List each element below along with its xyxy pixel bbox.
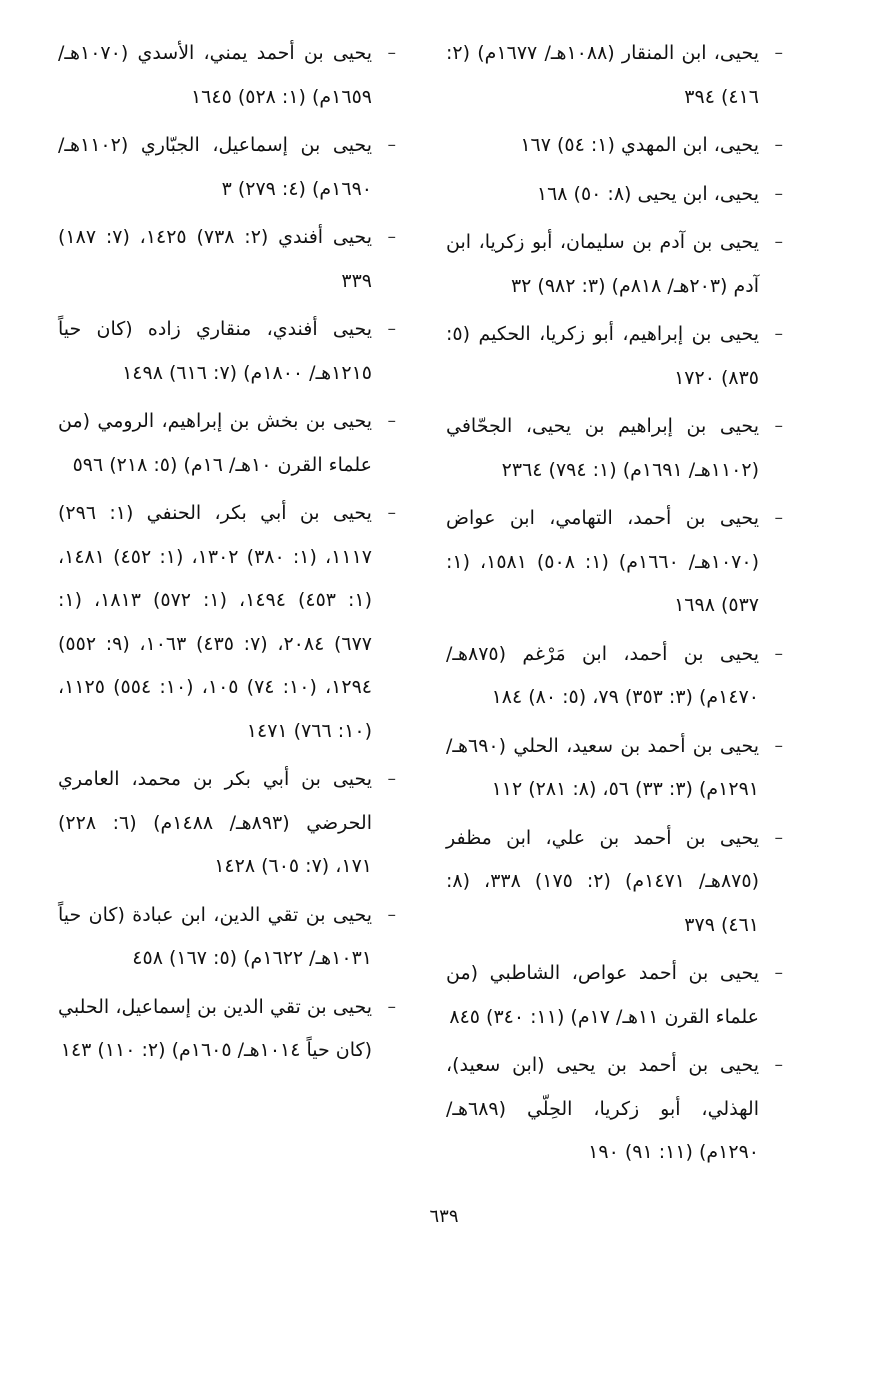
entry-dash: – [774, 324, 783, 344]
entry-text: يحيى بن أحمد عواص، الشاطبي (من علماء القرن ١١هـ/ ١٧م) (١١: ٣٤٠) ٨٤٥ [446, 962, 759, 1028]
entry-text: يحيى بن تقي الدين، ابن عبادة (كان حياً ١٠٣١هـ/ ١٦٢٢م) (٥: ١٦٧) ٤٥٨ [58, 903, 372, 969]
entry-dash: – [774, 43, 783, 63]
index-entry [446, 952, 783, 1039]
index-entry [58, 758, 396, 889]
entry-text: يحيى بن أحمد بن علي، ابن مظفر (٨٧٥هـ/ ١٤٧١م) (٢: ١٧٥) ٣٣٨، (٨: ٤٦١) ٣٧٩ [446, 826, 759, 936]
entry-text: يحيى بن أحمد بن سعيد، الحلي (٦٩٠هـ/ ١٢٩١م) (٣: ٣٣) ٥٦، (٨: ٢٨١) ١١٢ [446, 734, 759, 800]
entry-text: يحيى بن أحمد، التهامي، ابن عواض (١٠٧٠هـ/ ١٦٦٠م) (١: ٥٠٨) ١٥٨١، (١: ٥٣٧) ١٦٩٨ [446, 507, 759, 616]
page-number: ٦٣٩ [429, 1206, 459, 1227]
entry-text: يحيى، ابن يحيى (٨: ٥٠) ١٦٨ [536, 182, 759, 205]
index-entry [446, 497, 783, 628]
index-entry [446, 725, 783, 812]
entry-dash: – [387, 411, 396, 431]
entry-text: يحيى، ابن المهدي (١: ٥٤) ١٦٧ [520, 134, 759, 156]
entry-text: يحيى، ابن المنقار (١٠٨٨هـ/ ١٦٧٧م) (٢: ٤١٦) ٣٩٤ [446, 42, 759, 108]
entry-dash: – [387, 996, 396, 1017]
index-entry [446, 124, 783, 168]
index-entry [58, 492, 396, 753]
index-entry [58, 32, 396, 119]
index-entry [58, 216, 396, 303]
index-entry [446, 221, 783, 308]
entry-dash: – [774, 1055, 783, 1075]
entry-text: يحيى بن إسماعيل، الجبّاري (١١٠٢هـ/ ١٦٩٠م) (٤: ٢٧٩) ٣ [58, 134, 372, 200]
entry-text: يحيى بن إبراهيم، أبو زكريا، الحكيم (٥: ٨٣٥) ١٧٢٠ [446, 323, 759, 389]
index-entry [58, 400, 396, 487]
entry-dash: – [387, 43, 396, 63]
entry-text: يحيى بن بخش بن إبراهيم، الرومي (من علماء القرن ١٠هـ/ ١٦م) (٥: ٢١٨) ٥٩٦ [58, 410, 372, 476]
entry-dash: – [774, 135, 783, 155]
entry-dash: – [774, 827, 783, 848]
entry-dash: – [387, 227, 396, 247]
index-entry [446, 313, 783, 400]
entry-dash: – [774, 183, 783, 204]
entry-text: يحيى بن أحمد، ابن مَرْغم (٨٧٥هـ/ ١٤٧٠م) (٣: ٣٥٣) ٧٩، (٥: ٨٠) ١٨٤ [446, 642, 759, 708]
right-column [446, 32, 783, 1180]
entry-dash: – [774, 963, 783, 983]
entry-text: يحيى بن آدم بن سليمان، أبو زكريا، ابن آدم (٢٠٣هـ/ ٨١٨م) (٣: ٩٨٢) ٣٢ [446, 231, 759, 297]
entry-dash: – [387, 135, 396, 155]
index-entry [58, 894, 396, 981]
entry-text: يحيى بن إبراهيم بن يحيى، الجحّافي (١١٠٢هـ/ ١٦٩١م) (١: ٧٩٤) ٢٣٦٤ [446, 415, 759, 481]
left-column [58, 32, 396, 1078]
entry-dash: – [387, 904, 396, 925]
index-entry [58, 986, 396, 1073]
index-entry [446, 633, 783, 720]
entry-dash: – [774, 643, 783, 664]
entry-dash: – [774, 416, 783, 436]
index-entry [446, 32, 783, 119]
index-entry [446, 817, 783, 948]
entry-text: يحيى بن أحمد بن يحيى (ابن سعيد)، الهذلي، أبو زكريا، الحِلّي (٦٨٩هـ/ ١٢٩٠م) (١١: ٩١) ١٩٠ [446, 1054, 759, 1163]
index-entry [446, 405, 783, 492]
entry-dash: – [774, 232, 783, 252]
entry-dash: – [387, 503, 396, 523]
entry-text: يحيى بن أبي بكر بن محمد، العامري الحرضي (٨٩٣هـ/ ١٤٨٨م) (٦: ٢٢٨) ١٧١، (٧: ٦٠٥) ١٤٢٨ [58, 768, 372, 877]
entry-text: يحيى بن أبي بكر، الحنفي (١: ٢٩٦) ١١١٧، (١: ٣٨٠) ١٣٠٢، (١: ٤٥٢) ١٤٨١، (١: ٤٥٣) ١٤٩٤، (١: ٥٧٢) ١٨١٣، (١: ٦٧٧) ٢٠٨٤، (٧: ٤٣٥) ١٠٦٣، (٩: ٥٥٢) ١٢٩٤، (١٠: ٧٤) ١٠٥، (١٠: ٥٥٤) ١١٢٥، (١٠: ٧٦٦) ١٤٧١ [58, 502, 373, 742]
entry-dash: – [774, 735, 783, 756]
index-entry [446, 1044, 783, 1175]
entry-dash: – [774, 508, 783, 528]
entry-text: يحيى أفندي (٢: ٧٣٨) ١٤٢٥، (٧: ١٨٧) ٣٣٩ [58, 226, 372, 292]
entry-text: يحيى أفندي، منقاري زاده (كان حياً ١٢١٥هـ/ ١٨٠٠م) (٧: ٦١٦) ١٤٩٨ [58, 318, 372, 384]
entry-dash: – [387, 769, 396, 789]
index-entry [58, 308, 396, 395]
index-entry [58, 124, 396, 211]
entry-text: يحيى بن أحمد يمني، الأسدي (١٠٧٠هـ/ ١٦٥٩م) (١: ٥٢٨) ١٦٤٥ [58, 42, 372, 108]
entry-dash: – [387, 319, 396, 339]
entry-text: يحيى بن تقي الدين بن إسماعيل، الحلبي (كان حياً ١٠١٤هـ/ ١٦٠٥م) (٢: ١١٠) ١٤٣ [58, 995, 372, 1061]
index-entry [446, 173, 783, 217]
